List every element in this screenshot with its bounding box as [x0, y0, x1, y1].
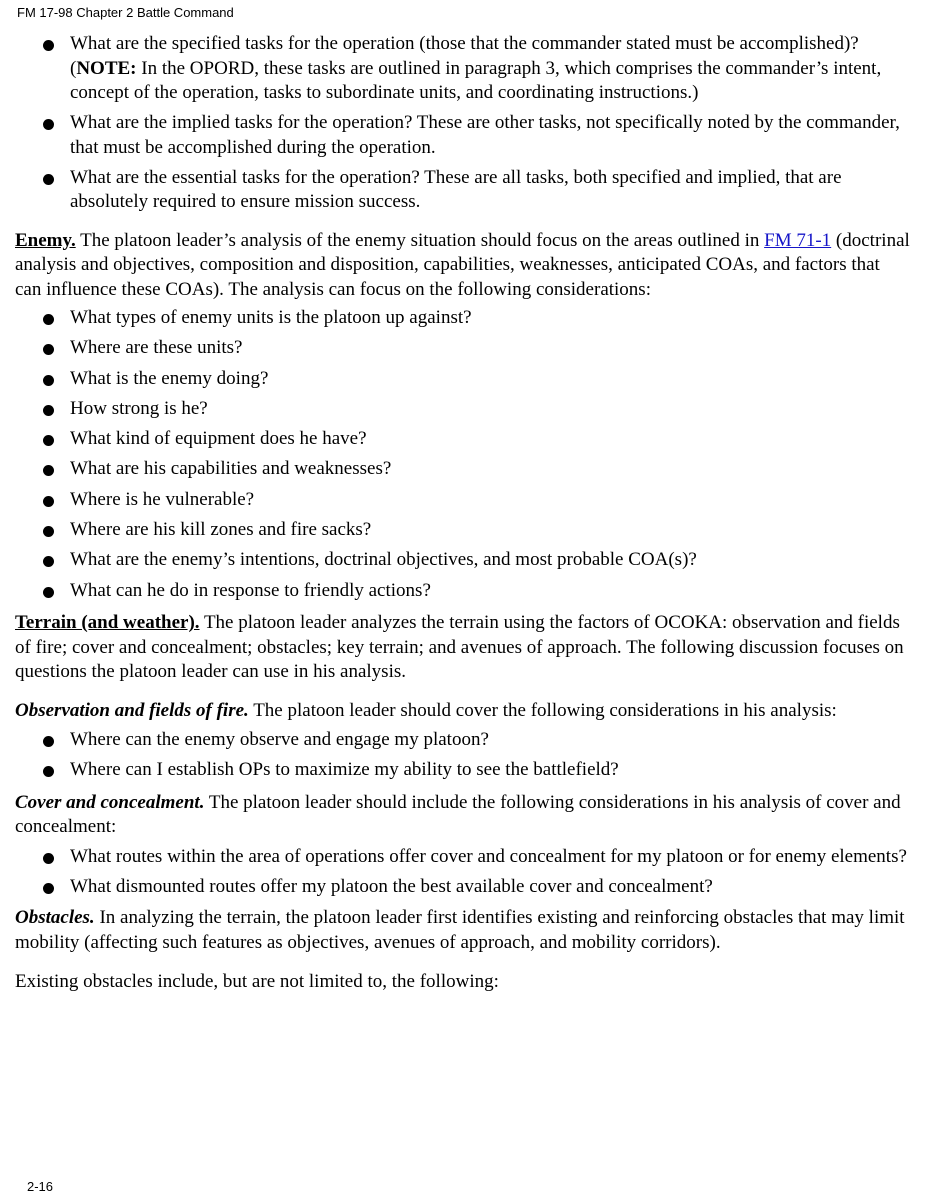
existing-obstacles-paragraph: Existing obstacles include, but are not limited to, the following: [15, 971, 499, 993]
page-number: 2-16 [27, 1179, 54, 1194]
page-content [15, 32, 910, 995]
list-item: Where is he vulnerable? [15, 488, 910, 513]
list-item: What are his capabilities and weaknesses? [15, 457, 910, 482]
list-item: What routes within the area of operations offer cover and concealment for my platoon or for enemy elements? [15, 845, 910, 870]
list-item: What are the specified tasks for the operation (those that the commander stated must be accomplished)? (NOTE: In the OPORD, these tasks are outlined in paragraph 3, which comprises the commander’s intent, concept of the operation, tasks to subordinate units, and coordinating instructions.) [15, 32, 910, 106]
list-item: What are the enemy’s intentions, doctrinal objectives, and most probable COA(s)? [15, 548, 910, 573]
list-item: How strong is he? [15, 397, 910, 422]
list-item: Where can the enemy observe and engage my platoon? [15, 728, 910, 753]
running-header: FM 17-98 Chapter 2 Battle Command [17, 5, 234, 20]
cover-paragraph: Cover and concealment. The platoon leader should include the following considerations in his analysis of cover and concealment: [15, 791, 901, 838]
mission-task-list [15, 32, 910, 215]
list-item: What can he do in response to friendly actions? [15, 579, 910, 604]
list-item: What are the essential tasks for the operation? These are all tasks, both specified and implied, that are absolutely required to ensure mission success. [15, 166, 910, 215]
list-item: What is the enemy doing? [15, 367, 910, 392]
enemy-paragraph: Enemy. The platoon leader’s analysis of the enemy situation should focus on the areas outlined in FM 71-1 (doctrinal analysis and objectives, composition and disposition, capabilities, weaknesses, anticipated COAs, and factors that can influence these COAs). The analysis can focus on the following considerations: [15, 229, 910, 300]
obstacles-paragraph: Obstacles. In analyzing the terrain, the platoon leader first identifies existing and reinforcing obstacles that may limit mobility (affecting such features as objectives, avenues of approach, and mobility corridors). [15, 907, 905, 953]
enemy-considerations-list [15, 306, 910, 603]
cover-list [15, 845, 910, 900]
terrain-paragraph: Terrain (and weather). The platoon leader analyzes the terrain using the factors of OCOKA: observation and fields of fire; cover and concealment; obstacles; key terrain; and avenues of approach. The following discussion focuses on questions the platoon leader can use in his analysis. [15, 612, 904, 683]
terrain-heading: Terrain (and weather). [15, 612, 200, 634]
list-item: What dismounted routes offer my platoon the best available cover and concealment? [15, 875, 910, 900]
cover-heading: Cover and concealment. [15, 791, 205, 813]
list-item: What are the implied tasks for the operation? These are other tasks, not specifically noted by the commander, that must be accomplished during the operation. [15, 111, 910, 160]
note-label: NOTE: [76, 57, 137, 79]
observation-paragraph: Observation and fields of fire. The platoon leader should cover the following considerations in his analysis: [15, 699, 837, 721]
fm-71-1-link[interactable]: FM 71-1 [764, 229, 832, 251]
list-item: What types of enemy units is the platoon up against? [15, 306, 910, 331]
list-item: Where are his kill zones and fire sacks? [15, 518, 910, 543]
obstacles-heading: Obstacles. [15, 907, 95, 929]
observation-list [15, 728, 910, 783]
enemy-heading: Enemy. [15, 229, 76, 251]
observation-heading: Observation and fields of fire. [15, 699, 249, 721]
list-item: What kind of equipment does he have? [15, 427, 910, 452]
list-item: Where are these units? [15, 336, 910, 361]
list-item: Where can I establish OPs to maximize my ability to see the battlefield? [15, 758, 910, 783]
